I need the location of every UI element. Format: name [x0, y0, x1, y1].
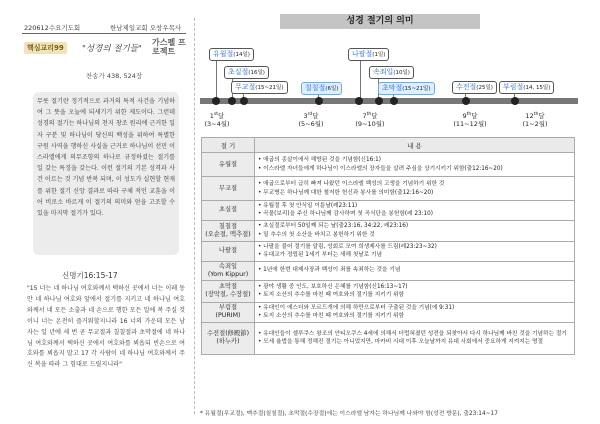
timeline-feast-period: (6일) [325, 86, 339, 92]
timeline-feast [301, 82, 342, 95]
timeline-feast-name: 속죄일 [373, 68, 394, 76]
timeline-dot [462, 97, 470, 105]
feast-content-line: • 초실절로부터 50일째 되는 날(출23:16, 34:22, 레23:16) [258, 222, 571, 230]
page-title: 성경 절기의 의미 [280, 14, 480, 29]
service-date: 220612수요기도회 [24, 24, 81, 32]
feast-content-line: • 유대교가 정립된 1세기 부터는 새해 첫날로 기념 [258, 251, 571, 259]
timeline-feast-name: 유월절 [213, 50, 234, 58]
month-number: 1 [209, 112, 214, 121]
table-row [202, 322, 575, 354]
feast-content-cell [255, 220, 575, 241]
timeline-dot [355, 97, 363, 105]
month-range: (9~10월) [355, 120, 385, 129]
timeline-connector [216, 60, 217, 98]
timeline-month [452, 111, 488, 128]
feast-content-line: • 1년에 한번 대제사장과 백성이 죄를 속죄하는 것을 기념 [258, 266, 571, 274]
table-row [202, 241, 575, 261]
timeline-feast-name: 무교절 [235, 83, 256, 91]
feast-name: 수전절(修殿節) [206, 330, 250, 338]
feast-content-cell [255, 241, 575, 261]
feast-name: 무교절 [218, 184, 238, 192]
feast-name-cell [202, 177, 255, 201]
timeline-dot [511, 97, 519, 105]
timeline-month [199, 111, 235, 128]
left-column [0, 0, 190, 424]
scripture-reference: 신명기16:15-17 [62, 271, 118, 280]
feast-name-cell [202, 261, 255, 280]
timeline-dot [212, 97, 220, 105]
timeline-bar [200, 98, 578, 104]
feast-content-line: • 유대인이 에스더와 모르드개에 의해 하만으로부터 구출된 것을 기념(에 9:31) [258, 304, 571, 312]
month-range: (5~6월) [298, 120, 324, 129]
month-number: 12 [525, 112, 534, 121]
timeline-feast-period: (15~21일) [255, 85, 284, 91]
timeline-feast [369, 66, 414, 79]
timeline-feast-period: (1일) [372, 52, 386, 58]
timeline-feast [231, 81, 288, 94]
feast-name-cell [202, 322, 255, 354]
timeline-feast-period: (14일) [233, 52, 250, 58]
feast-name: 부림절 [218, 304, 238, 312]
feast-content-line: • 나팔을 불어 절기를 알림, 성회로 모여 희생제사를 드림(레23:23~32) [258, 243, 571, 251]
timeline-feast-name: 나팔절 [352, 50, 373, 58]
feast-name-cell [202, 241, 255, 261]
timeline-feast-name: 칠칠절 [305, 84, 326, 92]
timeline-feast-name: 부림절 [503, 83, 524, 91]
feast-content-cell [255, 322, 575, 354]
feast-name: (오순절, 맥추절) [205, 230, 251, 238]
timeline-feast-period: (15~21일) [402, 86, 431, 92]
feast-name-cell [202, 201, 255, 221]
feast-name: 유월절 [218, 160, 238, 168]
timeline-feast-period: (14, 15일) [523, 85, 551, 91]
series-logo: 핵심교리99 [24, 42, 67, 54]
timeline-month [293, 111, 329, 128]
timeline-feast [378, 82, 435, 95]
month-number: 9 [462, 112, 467, 121]
gospel-project-logo: 가스펠 프로젝트 [152, 38, 186, 56]
feast-name: (PURIM) [215, 312, 241, 320]
table-row [202, 220, 575, 241]
timeline-feast [209, 48, 254, 61]
feast-content-cell [255, 261, 575, 280]
feast-content-line: • 무교병은 하나님께 대한 철저한 헌신과 봉사를 의미함(출12:16~20) [258, 189, 571, 197]
col-header-feast: 절 기 [202, 138, 255, 153]
feast-name-cell [202, 220, 255, 241]
month-suffix: th [366, 112, 372, 117]
table-row [202, 153, 575, 177]
feast-content-cell [255, 302, 575, 322]
feast-name: 칠칠절 [218, 222, 238, 230]
month-range: (1~2월) [522, 120, 548, 129]
feast-name: (장막절, 수장절) [205, 291, 251, 299]
timeline-feast-name: 수전절 [456, 83, 477, 91]
scripture-text: "15 너는 네 하나님 여호와께서 택하신 곳에서 너는 이레 동안 네 하나님 여호와 앞에서 절기를 지키고 네 하나님 여호와께서 네 모든 소출과 네 손으로 행한 모든 일에 복 주실 것이니 너는 온전히 즐거워할지니라 16 너의 가운데 모든 남자는 일 년에 세 번 곧 무교절과 칠칠절과 초막절에 네 하나님 여호와께서 택하신 곳에서 여호와를 뵈옵되 빈손으로 여호와를 뵈옵지 말고 17 각 사람이 네 하나님 여호와께서 주신 복을 따라 그 힘대로 드릴지니라" [27, 285, 185, 369]
header-divider [22, 33, 186, 34]
table-row [202, 177, 575, 201]
feast-content-line: • 밀 추수의 첫 소산을 바치고 봉헌하기 위한 것 [258, 231, 571, 239]
feast-content-line: • 곡물(보리)을 주신 하나님께 감사하며 첫 곡식단을 봉헌함(레 23:10) [258, 210, 571, 218]
timeline-dot [375, 97, 383, 105]
feast-name-cell [202, 302, 255, 322]
column-divider [194, 18, 195, 414]
feast-content-line: • 애굽으로부터 급히 빠져 나왔던 이스라엘 백성의 고생을 기념하기 위한 것 [258, 180, 571, 188]
timeline-feast [452, 81, 497, 94]
month-suffix: st [213, 112, 218, 117]
timeline-month [517, 111, 553, 128]
feast-name: 초실절 [218, 206, 238, 214]
month-label: 달 [471, 112, 478, 121]
month-label: 달 [217, 112, 225, 121]
feast-content-line: • 광야 생활 중 인도, 보호하신 은혜를 기념함(신16:13~17) [258, 283, 571, 291]
footnote: * 유월절(무교절), 맥추절(칠칠절), 초막절(수장절)에는 이스라엘 남자는 하나님께 나와야 함(성전 방문), 출23:14~17 [200, 411, 498, 417]
feast-content-line: • 유대인들이 셀루쿠스 왕조의 안티오쿠스 4세에 의해서 더럽혀졌던 성전을 되찾아서 다시 하나님께 바친 것을 기념하는 절기 [258, 330, 571, 338]
timeline-month [352, 111, 388, 128]
col-header-content: 내 용 [255, 138, 575, 153]
table-row [202, 302, 575, 322]
month-label: 달 [538, 112, 545, 121]
feast-content-line: • 이스라엘 자녀들에게 하나님이 이스라엘의 장자들을 살려 주심을 상기시키기 위함(출12:16~20) [258, 165, 571, 173]
feast-name: (하누카) [216, 338, 240, 346]
feast-name-cell [202, 153, 255, 177]
timeline-feast-name: 초실절 [228, 68, 249, 76]
month-number: 7 [362, 112, 367, 121]
feast-name-cell [202, 280, 255, 302]
timeline-dot [315, 97, 323, 105]
feast-content-line: • 유월절 후 첫 안식일 이튿날(레23:11) [258, 202, 571, 210]
feast-name: 초막절 [218, 283, 238, 291]
intro-text: 무릇 절기란 정기적으로 과거의 특적 사건을 기념하여 그 뜻을 오늘에 되새기기 위한 제도이다. 그런데 성경의 절기는 하나님의 천지 창조 원리에 근거한 일자 구분 및 하나님이 당신의 백성을 위하여 특별한 구원 사역을 행하신 사실을 근거로 하나님이 선민 이스라엘에게 의무조항의 하나로 규정하셨는 절기를 일 갖는 특징을 갖는다. 이런 절기의 기본 성격과 사건 이르는 것 기념 반복 되며, 이 성도가 실현할 현재를 위한 절기 신앙 결과로 따라 구체 적인 교훈을 이어 비로소 바르게 이 절기의 의미와 얻을 고조할 수 있을 마지막 절기가 있다. [33, 92, 179, 255]
feast-content-cell [255, 201, 575, 221]
month-number: 3 [303, 112, 308, 121]
feast-content-cell [255, 177, 575, 201]
month-suffix: th [466, 112, 472, 117]
table-row [202, 201, 575, 221]
feast-content-line: • 애굽의 종살이에서 해방된 것을 기념함(신16:1) [258, 156, 571, 164]
timeline-feast-period: (10일) [393, 70, 410, 76]
table-row [202, 261, 575, 280]
timeline-connector [360, 60, 361, 98]
feast-content-cell [255, 280, 575, 302]
hymn-numbers: 찬송가 438, 524장 [86, 72, 143, 80]
lesson-title: "성경의 절기들" [82, 44, 142, 54]
feast-content-line: • 토지 소산의 추수를 마친 때 여호와의 절기를 지키기 위함 [258, 291, 571, 299]
church-name: 한남제일교회 오창우목사 [110, 24, 182, 32]
timeline-feast-name: 초막절 [382, 84, 403, 92]
month-suffix: rd [307, 112, 313, 117]
timeline-feast-period: (16일) [248, 70, 265, 76]
month-range: (11~12월) [453, 120, 487, 129]
table-row [202, 280, 575, 302]
month-label: 달 [312, 112, 319, 121]
feast-name: (Yom Kippur) [207, 270, 249, 278]
month-range: (3~4월) [204, 120, 230, 129]
month-suffix: th [533, 112, 539, 117]
timeline-feast-period: (25일) [476, 85, 493, 91]
feast-table [201, 137, 575, 355]
timeline-feast [224, 66, 269, 79]
feast-name: 나팔절 [218, 247, 238, 255]
feast-content-line: • 모세 율법을 통해 정해진 절기는 아니었지만, 마카비 시대 이후 오늘날까지 유대 사회에서 중요하게 지켜지는 명절 [258, 338, 571, 346]
timeline-feast [499, 81, 554, 94]
timeline-dot [240, 97, 248, 105]
feast-name: 속죄일 [218, 262, 238, 270]
timeline-feast [348, 48, 389, 61]
feast-content-cell [255, 153, 575, 177]
timeline-dot [228, 97, 236, 105]
timeline-dot [390, 97, 398, 105]
month-label: 달 [371, 112, 378, 121]
feast-content-line: • 토지 소산의 추수를 마친 때 여호와의 절기를 지키기 위함 [258, 312, 571, 320]
